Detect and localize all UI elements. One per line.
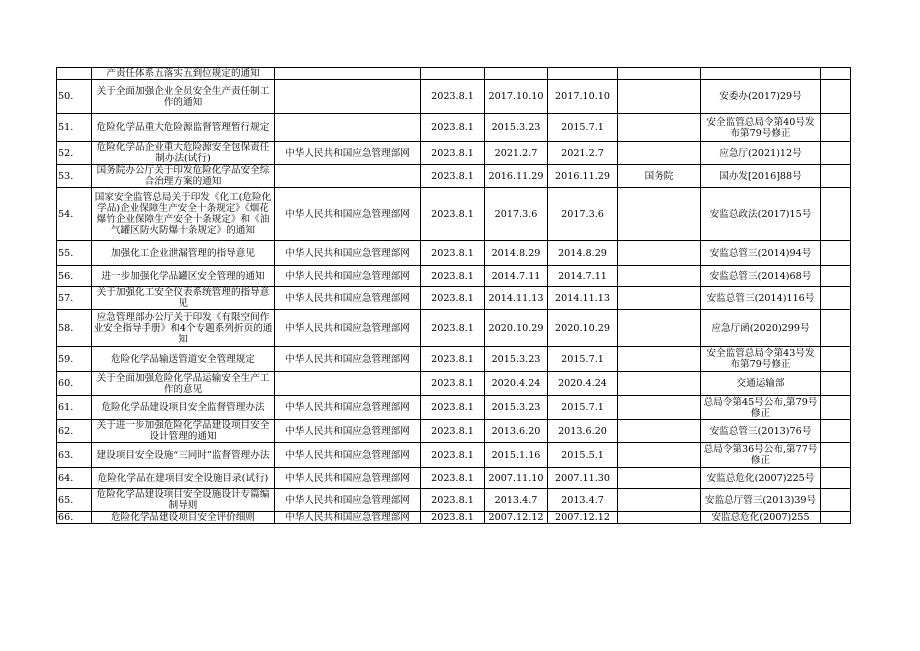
note-cell: [821, 266, 851, 287]
source-site: 中华人民共和国应急管理部网: [275, 287, 421, 310]
regulation-title: 危险化学品重大危险源监督管理暂行规定: [92, 114, 275, 142]
note-cell: [821, 372, 851, 396]
retrieved-date: 2023.8.1: [421, 468, 485, 489]
document-number: 安监总管三(2013)76号: [701, 420, 821, 443]
table-row: [57, 80, 851, 114]
note-cell: [821, 165, 851, 188]
row-number: 52.: [57, 142, 92, 165]
regulation-table-sheet: [56, 67, 851, 524]
source-site: [275, 80, 421, 114]
document-number: 安监总管三(2014)68号: [701, 266, 821, 287]
regulation-title: 产责任体系五落实五到位规定的通知: [92, 68, 275, 80]
source-site: 中华人民共和国应急管理部网: [275, 142, 421, 165]
document-number: 安监总政法(2017)15号: [701, 188, 821, 241]
document-number: 总局令第36号公布,第77号修正: [701, 443, 821, 468]
effective-date: 2016.11.29: [548, 165, 618, 188]
retrieved-date: 2023.8.1: [421, 142, 485, 165]
effective-date: 2014.11.13: [548, 287, 618, 310]
row-number: 66.: [57, 512, 92, 524]
retrieved-date: 2023.8.1: [421, 443, 485, 468]
source-site: 中华人民共和国应急管理部网: [275, 188, 421, 241]
table-row: [57, 396, 851, 420]
issuing-authority: [618, 310, 701, 347]
source-site: [275, 372, 421, 396]
issuing-authority: [618, 287, 701, 310]
note-cell: [821, 287, 851, 310]
source-site: 中华人民共和国应急管理部网: [275, 443, 421, 468]
regulation-title: 关于加强化工安全仪表系统管理的指导意见: [92, 287, 275, 310]
row-number: 53.: [57, 165, 92, 188]
row-number: 51.: [57, 114, 92, 142]
document-number: 交通运输部: [701, 372, 821, 396]
effective-date: 2015.5.1: [548, 443, 618, 468]
issuing-authority: [618, 372, 701, 396]
retrieved-date: 2023.8.1: [421, 512, 485, 524]
issuing-authority: [618, 266, 701, 287]
document-number: 应急厅(2021)12号: [701, 142, 821, 165]
row-number: 56.: [57, 266, 92, 287]
table-row: [57, 241, 851, 266]
row-number: 59.: [57, 347, 92, 372]
issuing-authority: [618, 512, 701, 524]
regulation-title: 危险化学品建设项目安全评价细则: [92, 512, 275, 524]
effective-date: 2013.4.7: [548, 489, 618, 512]
note-cell: [821, 241, 851, 266]
table-row: [57, 287, 851, 310]
source-site: 中华人民共和国应急管理部网: [275, 347, 421, 372]
retrieved-date: 2023.8.1: [421, 420, 485, 443]
table-row: [57, 347, 851, 372]
effective-date: 2020.10.29: [548, 310, 618, 347]
row-number: 50.: [57, 80, 92, 114]
note-cell: [821, 489, 851, 512]
table-row: [57, 420, 851, 443]
publish-date: [485, 68, 548, 80]
document-number: 安监总厅管三(2013)39号: [701, 489, 821, 512]
publish-date: 2015.3.23: [485, 114, 548, 142]
issuing-authority: [618, 80, 701, 114]
effective-date: 2017.10.10: [548, 80, 618, 114]
effective-date: 2015.7.1: [548, 396, 618, 420]
document-number: [701, 68, 821, 80]
issuing-authority: [618, 241, 701, 266]
retrieved-date: 2023.8.1: [421, 266, 485, 287]
note-cell: [821, 443, 851, 468]
regulation-table: [56, 67, 851, 524]
retrieved-date: 2023.8.1: [421, 165, 485, 188]
regulation-title: 关于进一步加强危险化学品建设项目安全设计管理的通知: [92, 420, 275, 443]
table-row: [57, 165, 851, 188]
effective-date: 2007.12.12: [548, 512, 618, 524]
effective-date: 2015.7.1: [548, 347, 618, 372]
table-row: [57, 489, 851, 512]
publish-date: 2020.4.24: [485, 372, 548, 396]
regulation-title: 危险化学品建设项目安全设施设计专篇编制导则: [92, 489, 275, 512]
note-cell: [821, 512, 851, 524]
issuing-authority: [618, 443, 701, 468]
publish-date: 2015.1.16: [485, 443, 548, 468]
table-row: [57, 114, 851, 142]
note-cell: [821, 347, 851, 372]
publish-date: 2007.11.10: [485, 468, 548, 489]
document-number: 安监总危化(2007)225号: [701, 468, 821, 489]
publish-date: 2015.3.23: [485, 396, 548, 420]
issuing-authority: [618, 114, 701, 142]
note-cell: [821, 142, 851, 165]
note-cell: [821, 114, 851, 142]
row-number: 57.: [57, 287, 92, 310]
row-number: 60.: [57, 372, 92, 396]
document-number: 总局令第45号公布,第79号修正: [701, 396, 821, 420]
regulation-title: 国务院办公厅关于印发危险化学品安全综合治理方案的通知: [92, 165, 275, 188]
document-number: 应急厅函(2020)299号: [701, 310, 821, 347]
effective-date: 2021.2.7: [548, 142, 618, 165]
note-cell: [821, 188, 851, 241]
retrieved-date: 2023.8.1: [421, 310, 485, 347]
row-number: [57, 68, 92, 80]
regulation-title: 关于全面加强企业全员安全生产责任制工作的通知: [92, 80, 275, 114]
note-cell: [821, 310, 851, 347]
regulation-title: 危险化学品在建项目安全设施目录(试行): [92, 468, 275, 489]
document-number: 安监总管三(2014)116号: [701, 287, 821, 310]
table-row: [57, 512, 851, 524]
row-number: 63.: [57, 443, 92, 468]
table-row: [57, 68, 851, 80]
table-body: [57, 68, 851, 524]
publish-date: 2014.11.13: [485, 287, 548, 310]
row-number: 58.: [57, 310, 92, 347]
publish-date: 2017.10.10: [485, 80, 548, 114]
source-site: 中华人民共和国应急管理部网: [275, 310, 421, 347]
issuing-authority: [618, 420, 701, 443]
regulation-title: 关于全面加强危险化学品运输安全生产工作的意见: [92, 372, 275, 396]
retrieved-date: [421, 68, 485, 80]
note-cell: [821, 420, 851, 443]
retrieved-date: 2023.8.1: [421, 372, 485, 396]
table-row: [57, 188, 851, 241]
source-site: 中华人民共和国应急管理部网: [275, 241, 421, 266]
regulation-title: 加强化工企业泄漏管理的指导意见: [92, 241, 275, 266]
retrieved-date: 2023.8.1: [421, 287, 485, 310]
source-site: 中华人民共和国应急管理部网: [275, 468, 421, 489]
publish-date: 2020.10.29: [485, 310, 548, 347]
issuing-authority: [618, 396, 701, 420]
effective-date: 2014.8.29: [548, 241, 618, 266]
publish-date: 2021.2.7: [485, 142, 548, 165]
document-number: 安全监管总局令第40号发布第79号修正: [701, 114, 821, 142]
source-site: [275, 165, 421, 188]
table-row: [57, 443, 851, 468]
row-number: 54.: [57, 188, 92, 241]
publish-date: 2007.12.12: [485, 512, 548, 524]
source-site: 中华人民共和国应急管理部网: [275, 396, 421, 420]
effective-date: 2020.4.24: [548, 372, 618, 396]
issuing-authority: [618, 188, 701, 241]
row-number: 62.: [57, 420, 92, 443]
table-row: [57, 372, 851, 396]
effective-date: 2007.11.30: [548, 468, 618, 489]
regulation-title: 建设项目安全设施“三同时”监督管理办法: [92, 443, 275, 468]
issuing-authority: 国务院: [618, 165, 701, 188]
regulation-title: 应急管理部办公厅关于印发《有限空间作业安全指导手册》和4个专题系列折页的通知: [92, 310, 275, 347]
document-number: 国办发[2016]88号: [701, 165, 821, 188]
regulation-title: 国家安全监管总局关于印发《化工(危险化学品)企业保障生产安全十条规定》《烟花爆竹企业保障生产安全十条规定》和《油气罐区防火防爆十条规定》的通知: [92, 188, 275, 241]
issuing-authority: [618, 347, 701, 372]
effective-date: 2017.3.6: [548, 188, 618, 241]
publish-date: 2015.3.23: [485, 347, 548, 372]
table-row: [57, 266, 851, 287]
regulation-title: 进一步加强化学品罐区安全管理的通知: [92, 266, 275, 287]
retrieved-date: 2023.8.1: [421, 396, 485, 420]
publish-date: 2013.6.20: [485, 420, 548, 443]
document-number: 安委办(2017)29号: [701, 80, 821, 114]
document-number: 安监总危化(2007)255: [701, 512, 821, 524]
issuing-authority: [618, 468, 701, 489]
table-row: [57, 310, 851, 347]
retrieved-date: 2023.8.1: [421, 188, 485, 241]
effective-date: [548, 68, 618, 80]
retrieved-date: 2023.8.1: [421, 80, 485, 114]
source-site: [275, 68, 421, 80]
effective-date: 2015.7.1: [548, 114, 618, 142]
effective-date: 2014.7.11: [548, 266, 618, 287]
source-site: 中华人民共和国应急管理部网: [275, 512, 421, 524]
effective-date: 2013.6.20: [548, 420, 618, 443]
publish-date: 2014.8.29: [485, 241, 548, 266]
retrieved-date: 2023.8.1: [421, 489, 485, 512]
row-number: 55.: [57, 241, 92, 266]
note-cell: [821, 80, 851, 114]
note-cell: [821, 468, 851, 489]
document-number: 安监总管三(2014)94号: [701, 241, 821, 266]
table-row: [57, 142, 851, 165]
note-cell: [821, 396, 851, 420]
source-site: [275, 114, 421, 142]
publish-date: 2016.11.29: [485, 165, 548, 188]
note-cell: [821, 68, 851, 80]
issuing-authority: [618, 489, 701, 512]
publish-date: 2014.7.11: [485, 266, 548, 287]
source-site: 中华人民共和国应急管理部网: [275, 489, 421, 512]
regulation-title: 危险化学品企业重大危险源安全包保责任制办法(试行): [92, 142, 275, 165]
table-row: [57, 468, 851, 489]
regulation-title: 危险化学品输送管道安全管理规定: [92, 347, 275, 372]
regulation-title: 危险化学品建设项目安全监督管理办法: [92, 396, 275, 420]
document-number: 安全监管总局令第43号发布第79号修正: [701, 347, 821, 372]
issuing-authority: [618, 68, 701, 80]
retrieved-date: 2023.8.1: [421, 114, 485, 142]
row-number: 61.: [57, 396, 92, 420]
publish-date: 2013.4.7: [485, 489, 548, 512]
row-number: 64.: [57, 468, 92, 489]
issuing-authority: [618, 142, 701, 165]
source-site: 中华人民共和国应急管理部网: [275, 266, 421, 287]
source-site: 中华人民共和国应急管理部网: [275, 420, 421, 443]
retrieved-date: 2023.8.1: [421, 241, 485, 266]
row-number: 65.: [57, 489, 92, 512]
retrieved-date: 2023.8.1: [421, 347, 485, 372]
publish-date: 2017.3.6: [485, 188, 548, 241]
